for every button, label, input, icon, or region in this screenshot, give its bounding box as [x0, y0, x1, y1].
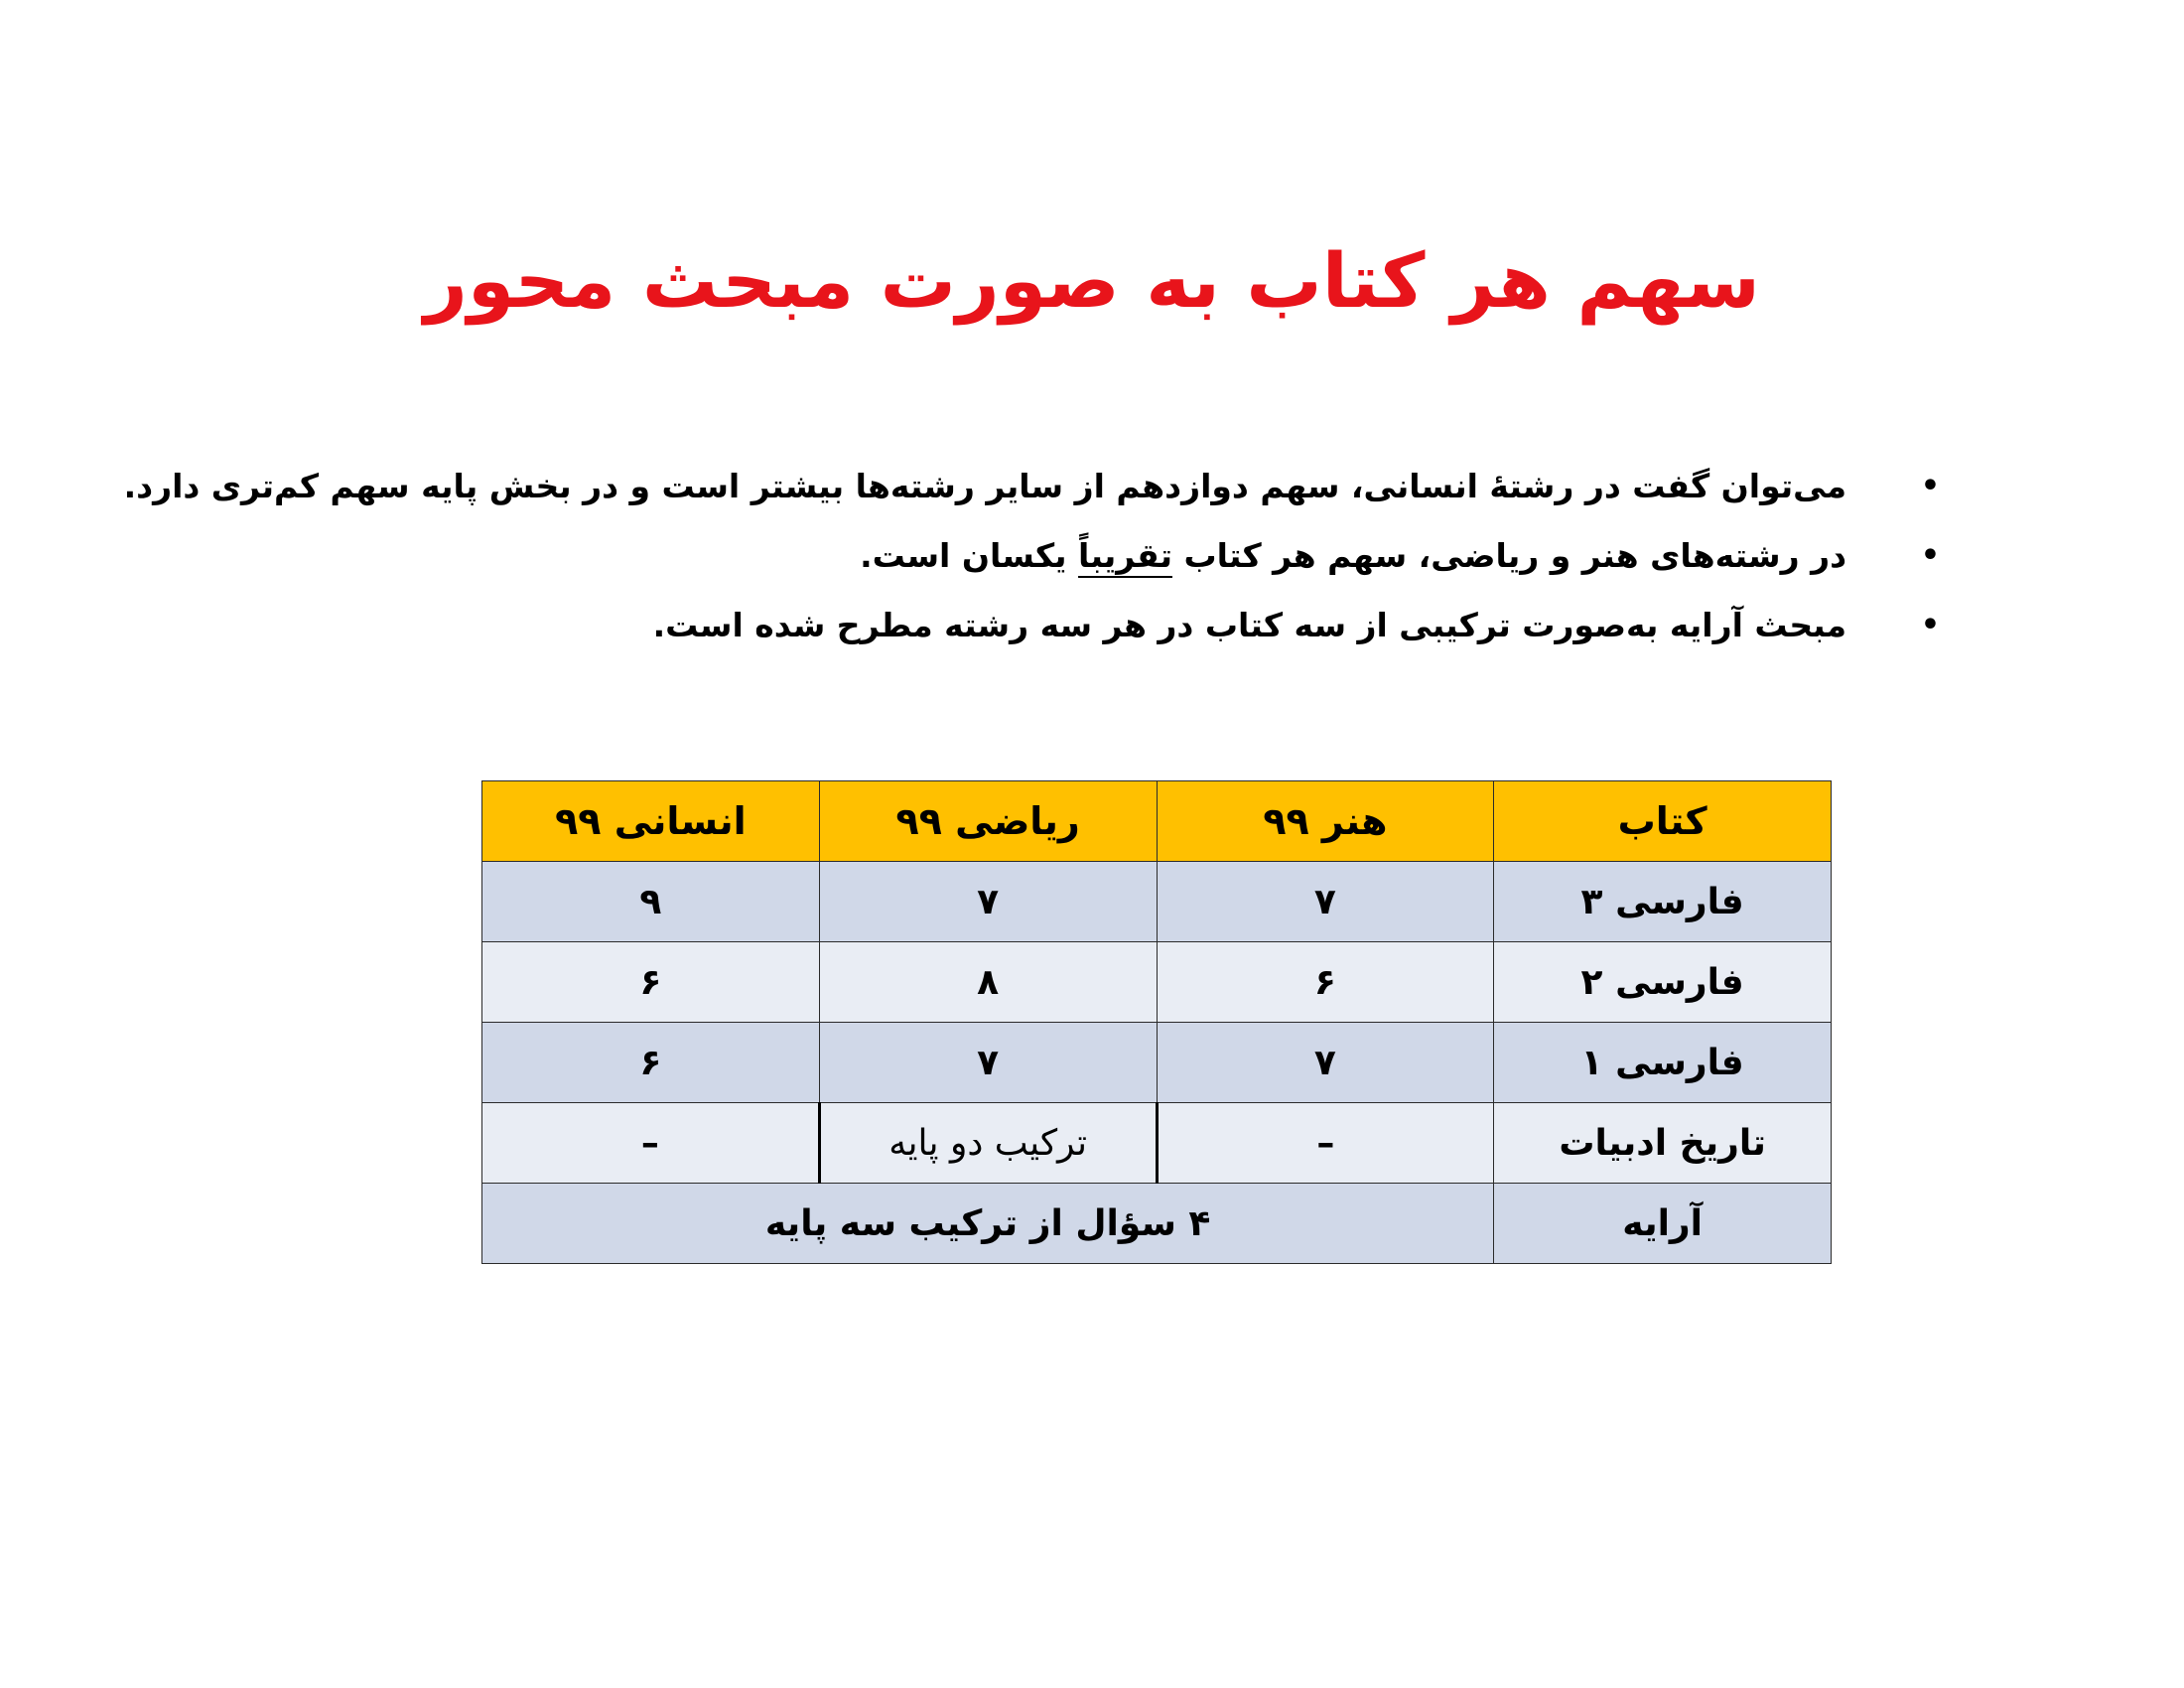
cell-honar: –	[1157, 1103, 1494, 1184]
table-row	[482, 1023, 1832, 1103]
bullet-item	[218, 591, 1946, 660]
cell-merged: ۴ سؤال از ترکیب سه پایه	[482, 1184, 1494, 1264]
cell-book: آرایه	[1494, 1184, 1832, 1264]
bullet-dot-icon: •	[1920, 608, 1940, 642]
header-honar: هنر ۹۹	[1157, 781, 1494, 862]
cell-ensani: ۶	[482, 942, 820, 1023]
bullet-list	[123, 452, 1946, 660]
bullet-dot-icon: •	[1920, 469, 1940, 503]
page-title: سهم هر کتاب به صورت مبحث محور	[424, 236, 1760, 325]
cell-honar: ۶	[1157, 942, 1494, 1023]
table-row	[482, 942, 1832, 1023]
cell-book: فارسی ۱	[1494, 1023, 1832, 1103]
bullet-item	[218, 521, 1946, 591]
bullet-item	[123, 452, 1946, 521]
bullet-text: مبحث آرایه به‌صورت ترکیبی از سه کتاب در هر سه رشته مطرح شده است.	[652, 606, 1846, 644]
cell-riazi: ۷	[819, 1023, 1157, 1103]
cell-riazi: ترکیب دو پایه	[819, 1103, 1157, 1184]
table-header-row	[482, 781, 1832, 862]
bullet-text-part: در رشته‌های هنر و ریاضی، سهم هر کتاب	[1171, 536, 1846, 575]
bullet-dot-icon: •	[1920, 538, 1940, 573]
table-row	[482, 1184, 1832, 1264]
cell-riazi: ۸	[819, 942, 1157, 1023]
cell-book: فارسی ۲	[1494, 942, 1832, 1023]
cell-ensani: –	[482, 1103, 820, 1184]
table-row	[482, 862, 1832, 942]
cell-book: فارسی ۳	[1494, 862, 1832, 942]
cell-honar: ۷	[1157, 1023, 1494, 1103]
header-book: کتاب	[1494, 781, 1832, 862]
cell-book: تاریخ ادبیات	[1494, 1103, 1832, 1184]
header-ensani: انسانی ۹۹	[482, 781, 820, 862]
cell-ensani: ۹	[482, 862, 820, 942]
cell-ensani: ۶	[482, 1023, 820, 1103]
header-riazi: ریاضی ۹۹	[819, 781, 1157, 862]
bullet-text: می‌توان گفت در رشتۀ انسانی، سهم دوازدهم از سایر رشته‌ها بیشتر است و در بخش پایه سهم کم‌تری دارد.	[123, 467, 1846, 505]
book-share-table	[481, 780, 1832, 1264]
table-row	[482, 1103, 1832, 1184]
cell-honar: ۷	[1157, 862, 1494, 942]
bullet-underlined-word: تقریباً	[1078, 536, 1172, 575]
bullet-text-part: یکسان است.	[860, 536, 1079, 575]
cell-riazi: ۷	[819, 862, 1157, 942]
